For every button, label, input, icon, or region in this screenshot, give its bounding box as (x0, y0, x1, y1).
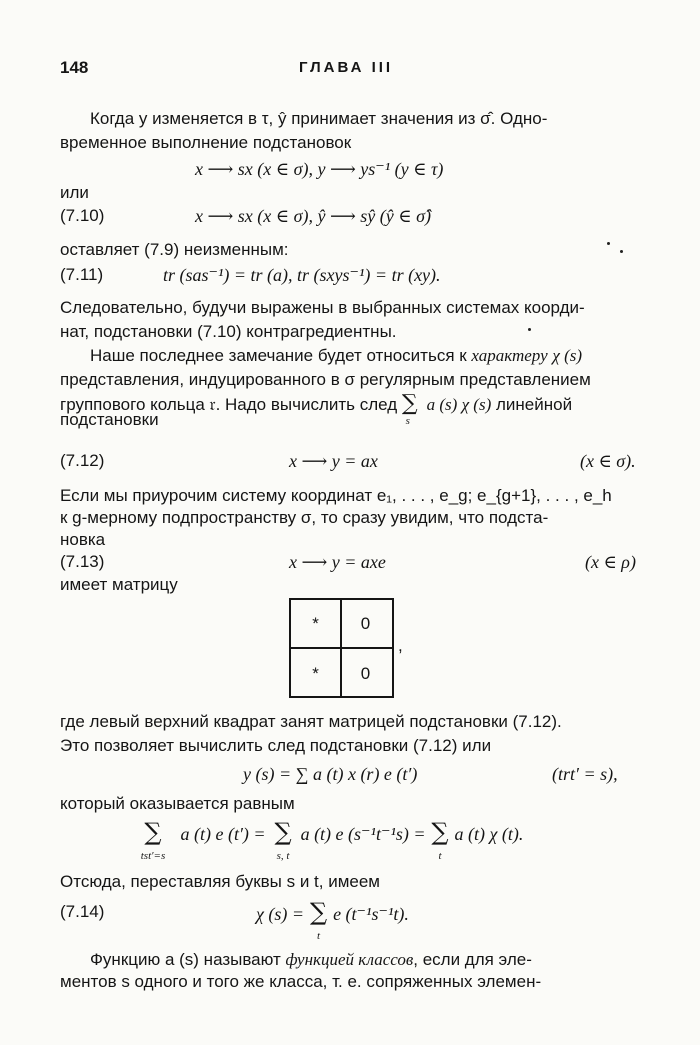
text-line: к g-мерному подпространству σ, то сразу увидим, что подста- (60, 508, 549, 527)
text-line: ментов s одного и того же класса, т. е. сопряженных элемен- (60, 972, 542, 991)
text-line: или (60, 183, 89, 202)
matrix-cell: 0 (360, 664, 371, 683)
matrix-divider (291, 647, 392, 649)
text-line: Следовательно, будучи выражены в выбранных системах коорди- (60, 298, 585, 317)
equation-label: (7.13) (60, 552, 105, 571)
page-number: 148 (60, 58, 89, 77)
equation-condition: (x ∈ ρ) (585, 552, 636, 572)
equation-condition: (trt′ = s), (552, 764, 618, 784)
equation: x ⟶ sx (x ∈ σ), ŷ ⟶ sŷ (ŷ ∈ σ̂) (195, 206, 431, 226)
matrix-cell: * (312, 664, 319, 683)
equation: x ⟶ y = axe (289, 552, 386, 572)
print-speck (620, 250, 623, 253)
text-line: Это позволяет вычислить след подстановки (7.12) или (60, 736, 492, 755)
equation: y (s) = ∑ a (t) x (r) e (t′) (243, 764, 418, 784)
equation-label: (7.14) (60, 902, 105, 921)
text-line: представления, индуцированного в σ регулярным представлением (60, 370, 591, 389)
text-line: Функцию a (s) называют функцией классов, если для эле- (90, 950, 532, 969)
text-line: подстановки (60, 410, 159, 429)
equation-label: (7.10) (60, 206, 105, 225)
equation: x ⟶ sx (x ∈ σ), y ⟶ ys⁻¹ (y ∈ τ) (195, 159, 444, 179)
equation-label: (7.11) (60, 265, 104, 284)
text-line: Наше последнее замечание будет относиться к характеру χ (s) (90, 346, 583, 365)
text-line: где левый верхний квадрат занят матрицей подстановки (7.12). (60, 712, 562, 731)
text-line: Если мы приурочим систему координат e₁, . . . , e_g; e_{g+1}, . . . , e_h (60, 486, 612, 505)
equation-label: (7.12) (60, 451, 105, 470)
equation: x ⟶ y = ax (289, 451, 378, 471)
text-line: Отсюда, переставляя буквы s и t, имеем (60, 872, 380, 891)
matrix-cell: 0 (360, 614, 371, 633)
text-line: который оказывается равным (60, 794, 295, 813)
block-matrix (289, 598, 394, 698)
text-line: группового кольца 𝔯. Надо вычислить след $\sum_s$ a (s) χ (s) линейной (60, 391, 573, 427)
matrix-cell: * (312, 614, 319, 633)
print-speck (607, 242, 610, 245)
equation: tr (sas⁻¹) = tr (a), tr (sxys⁻¹) = tr (xy). (163, 265, 441, 285)
text-line: имеет матрицу (60, 575, 178, 594)
print-speck (528, 328, 531, 331)
text-line: оставляет (7.9) неизменным: (60, 240, 289, 259)
equation: χ (s) = ∑ t e (t⁻¹s⁻¹t). (256, 898, 409, 942)
chapter-title: ГЛАВА III (299, 59, 394, 76)
text-line: нат, подстановки (7.10) контрагредиентны. (60, 322, 397, 341)
text-line: временное выполнение подстановок (60, 133, 352, 152)
matrix-comma: , (398, 636, 403, 655)
equation-condition: (x ∈ σ). (580, 451, 636, 471)
text-line: Когда y изменяется в τ, ŷ принимает значения из σ̂. Одно- (90, 109, 548, 128)
text-line: новка (60, 530, 106, 549)
equation: ∑ tst′=s a (t) e (t′) = ∑ s, t a (t) e (s⁻¹t⁻¹s) = ∑ t a (t) χ (t). (140, 818, 524, 862)
